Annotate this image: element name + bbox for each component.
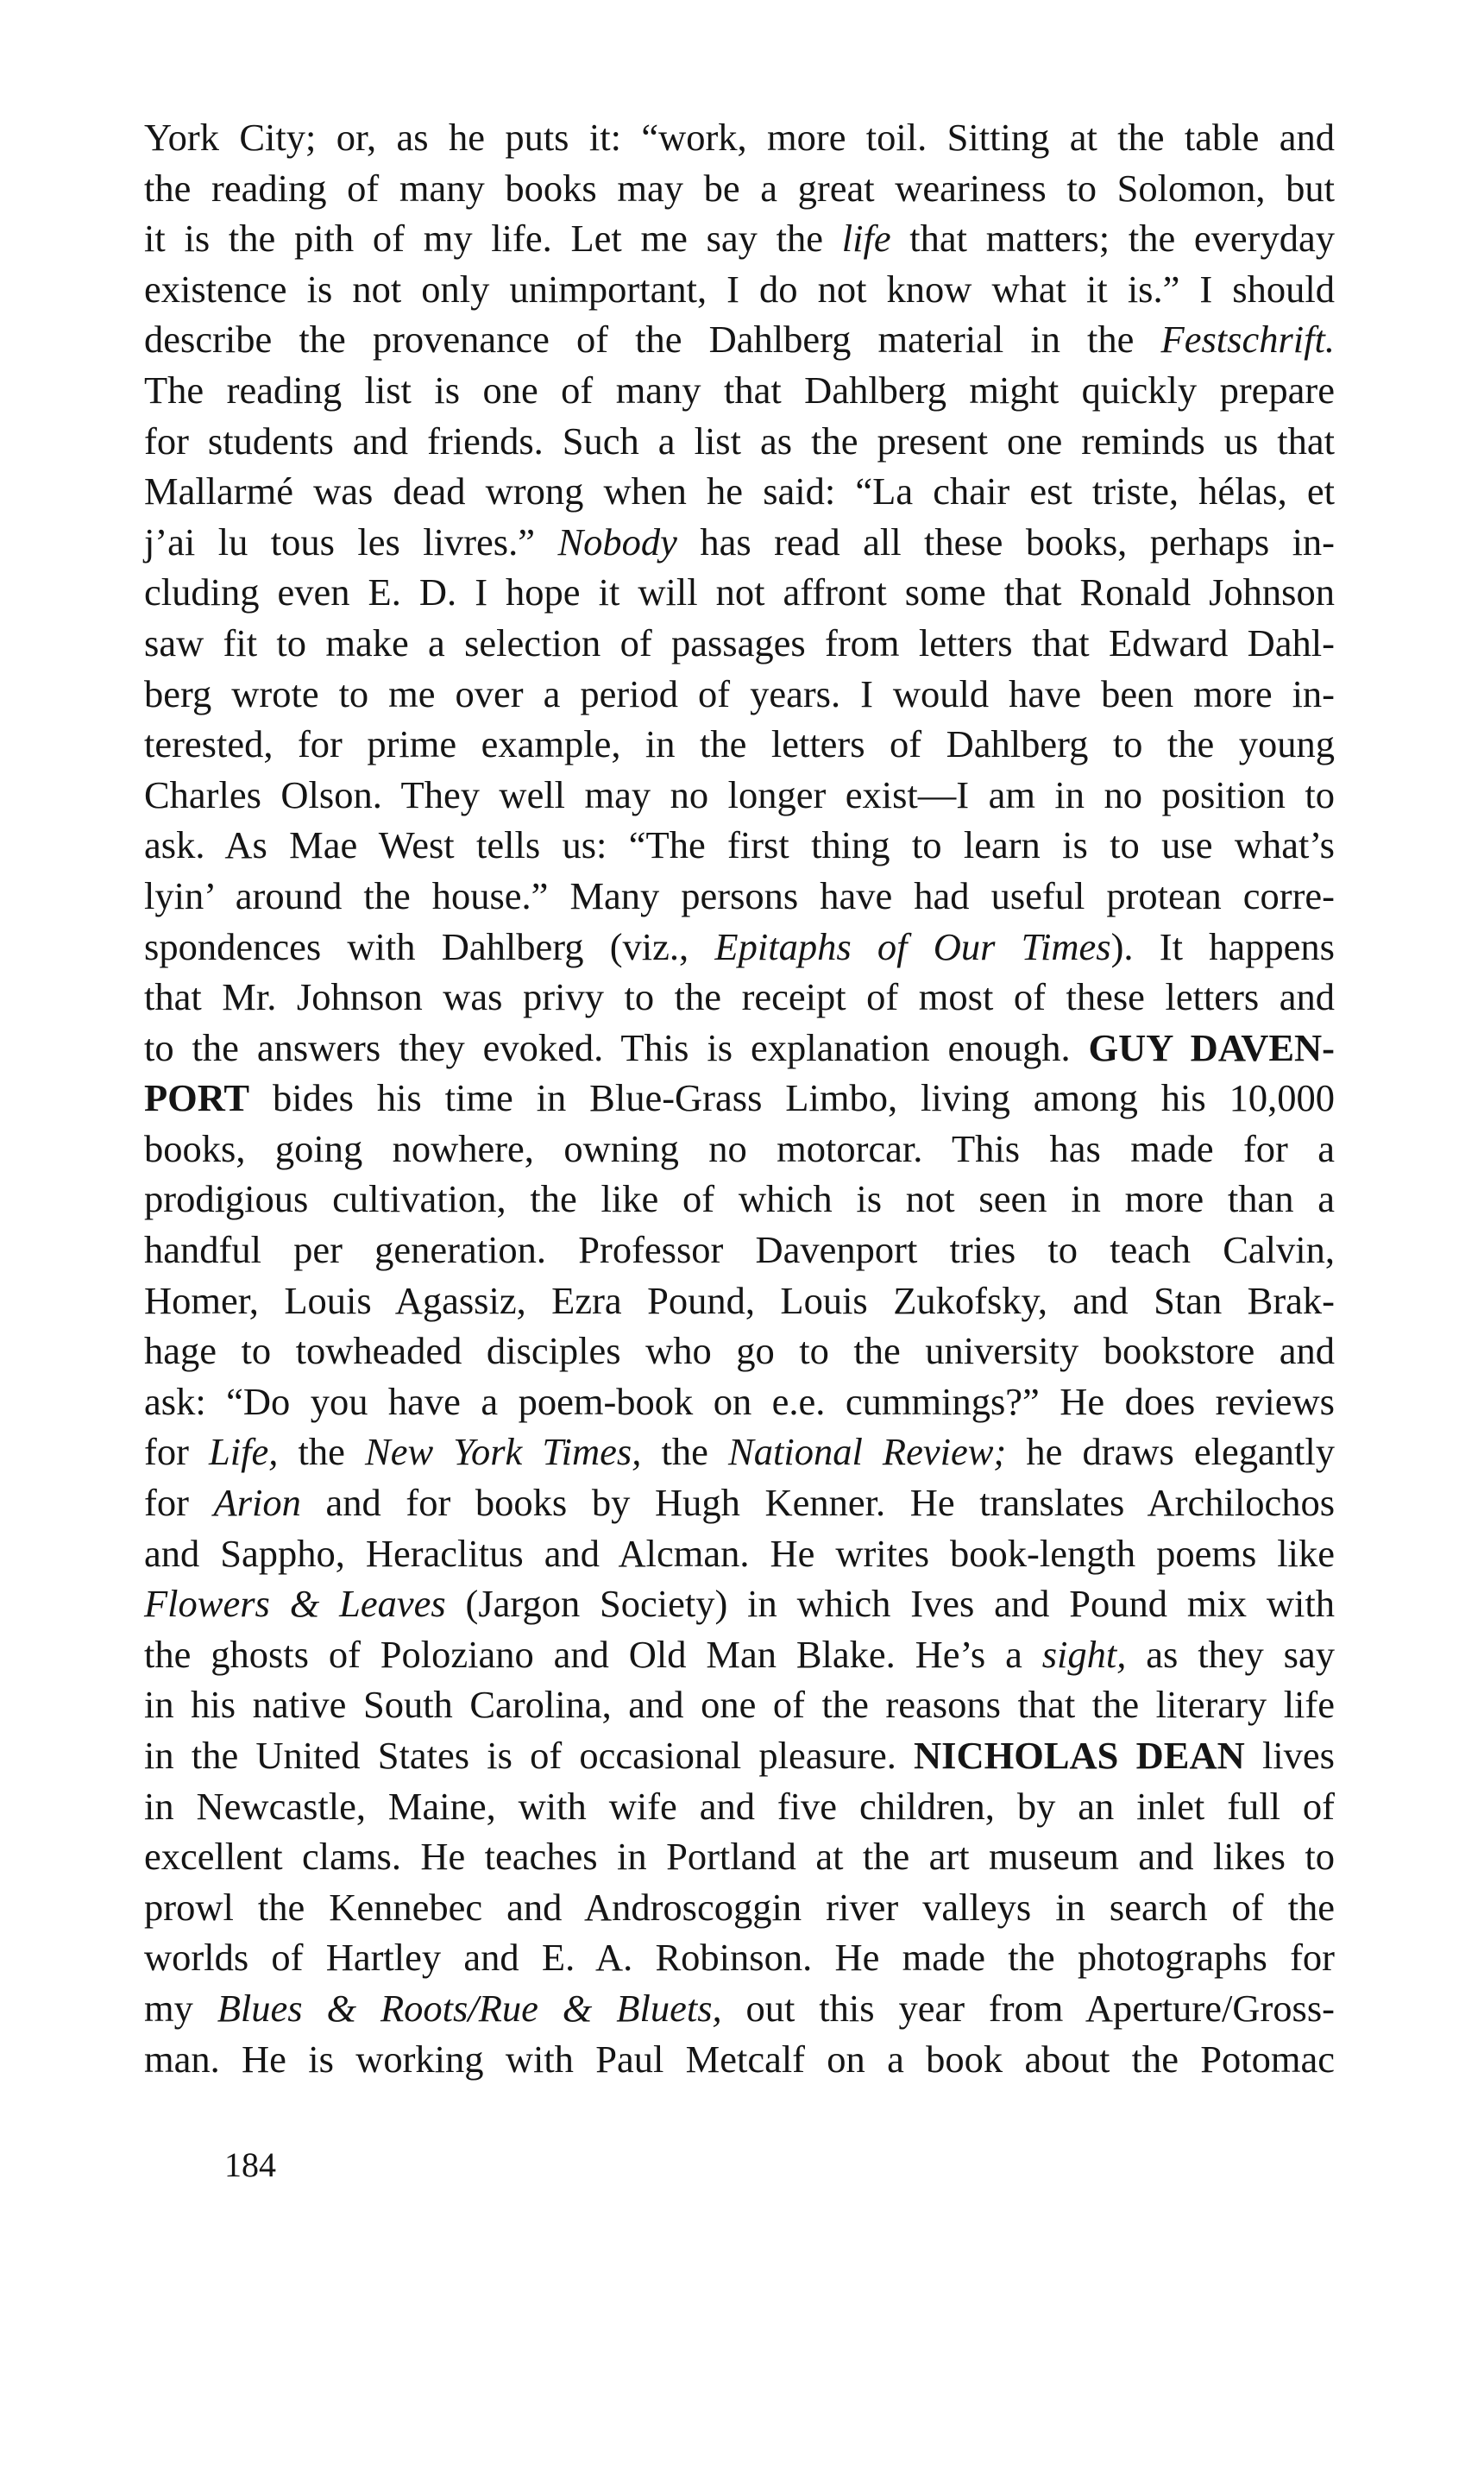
text-line [144, 163, 1335, 214]
text-segment: and for books by Hugh Kenner. He translates Archilochos [300, 1481, 1336, 1525]
text-segment: to the answers they evoked. This is explanation enough. [144, 1025, 1089, 1069]
text-segment: he draws elegantly [1006, 1430, 1336, 1474]
text-segment: describe the provenance of the Dahlberg material in the [144, 318, 1161, 362]
text-segment: for students and friends. Such a list as the present one reminds us that [144, 419, 1335, 463]
text-line [144, 1174, 1335, 1225]
text-segment: that matters; the everyday [890, 217, 1336, 261]
text-line [144, 1427, 1335, 1477]
italic-text: Nobody [557, 520, 677, 564]
text-line [144, 1781, 1335, 1832]
text-line [144, 871, 1335, 922]
text-line [144, 770, 1335, 821]
text-line [144, 567, 1335, 618]
text-segment: prowl the Kennebec and Androscoggin river valleys in search of the [144, 1885, 1335, 1929]
text-line [144, 1831, 1335, 1882]
text-segment: the reading of many books may be a great weariness to Solomon, but [144, 166, 1335, 210]
text-segment: The reading list is one of many that Dahlberg might quickly prepare [144, 368, 1335, 412]
text-segment: handful per generation. Professor Davenport tries to teach Calvin, [144, 1228, 1335, 1272]
italic-text: sight, [1041, 1632, 1127, 1676]
bold-name: PORT [144, 1076, 250, 1120]
text-line [144, 972, 1335, 1023]
text-segment: in Newcastle, Maine, with wife and five children, by an inlet full of [144, 1784, 1335, 1828]
text-segment: it is the pith of my life. Let me say the [144, 217, 842, 261]
text-segment: Charles Olson. They well may no longer exist—I am in no position to [144, 772, 1335, 816]
text-segment: for [144, 1481, 214, 1525]
italic-text: Arion [213, 1481, 301, 1525]
text-segment: as they say [1126, 1632, 1335, 1676]
italic-text: Epitaphs of Our Times [714, 924, 1111, 968]
text-line [144, 1073, 1335, 1124]
text-segment: lyin’ around the house.” Many persons have had useful protean corre- [144, 873, 1335, 917]
text-segment: existence is not only unimportant, I do not know what it is.” I should [144, 267, 1335, 311]
italic-text: Blues & Roots/Rue & Bluets, [217, 1986, 722, 2030]
text-segment: in his native South Carolina, and one of the reasons that the literary life [144, 1683, 1335, 1727]
text-line [144, 1326, 1335, 1376]
text-segment: (Jargon Society) in which Ives and Pound mix with [445, 1582, 1335, 1626]
text-line [144, 213, 1335, 264]
text-segment: in the United States is of occasional pleasure. [144, 1734, 915, 1777]
text-segment: books, going nowhere, owning no motorcar. This has made for a [144, 1126, 1335, 1170]
text-segment: the [278, 1430, 366, 1474]
italic-text: Life, [209, 1430, 279, 1474]
text-segment: out this year from Aperture/Gross- [721, 1986, 1335, 2030]
text-line [144, 618, 1335, 669]
text-segment: ). It happens [1110, 924, 1335, 968]
text-segment: berg wrote to me over a period of years. I would have been more in- [144, 671, 1335, 715]
italic-text: National Review; [728, 1430, 1007, 1474]
text-line [144, 517, 1335, 568]
text-segment: man. He is working with Paul Metcalf on a book about the Potomac [144, 2037, 1335, 2081]
text-segment: excellent clams. He teaches in Portland at the art museum and likes to [144, 1835, 1335, 1879]
text-line [144, 719, 1335, 770]
text-segment: terested, for prime example, in the letters of Dahlberg to the young [144, 722, 1335, 766]
text-line [144, 112, 1335, 163]
text-line [144, 1629, 1335, 1680]
text-segment: the [641, 1430, 729, 1474]
italic-text: life [841, 217, 891, 261]
text-segment: ask. As Mae West tells us: “The first thing to learn is to use what’s [144, 823, 1335, 867]
text-line [144, 1124, 1335, 1175]
text-segment: j’ai lu tous les livres.” [144, 520, 558, 564]
text-line [144, 1376, 1335, 1427]
text-segment: worlds of Hartley and E. A. Robinson. He made the photographs for [144, 1936, 1335, 1980]
text-line [144, 1730, 1335, 1781]
text-line [144, 1932, 1335, 1983]
text-line [144, 1528, 1335, 1579]
text-line [144, 314, 1335, 365]
text-line [144, 820, 1335, 871]
text-line [144, 264, 1335, 315]
text-line [144, 669, 1335, 720]
text-line [144, 416, 1335, 467]
text-segment: my [144, 1986, 217, 2030]
text-segment: Homer, Louis Agassiz, Ezra Pound, Louis Zukofsky, and Stan Brak- [144, 1278, 1335, 1322]
text-line [144, 922, 1335, 973]
text-segment: the ghosts of Poloziano and Old Man Blake. He’s a [144, 1632, 1042, 1676]
text-line [144, 365, 1335, 416]
bold-name: GUY DAVEN- [1088, 1025, 1335, 1069]
text-line [144, 466, 1335, 517]
text-segment: for [144, 1430, 210, 1474]
text-segment: Mallarmé was dead wrong when he said: “La chair est triste, hélas, et [144, 469, 1335, 513]
text-line [144, 1477, 1335, 1528]
text-segment: cluding even E. D. I hope it will not affront some that Ronald Johnson [144, 570, 1335, 614]
page-number: 184 [224, 2145, 276, 2184]
text-line [144, 1679, 1335, 1730]
bold-name: NICHOLAS DEAN [914, 1734, 1245, 1777]
text-line [144, 1275, 1335, 1326]
body-text [144, 112, 1335, 2084]
italic-text: New York Times, [365, 1430, 642, 1474]
text-segment: spondences with Dahlberg (viz., [144, 924, 715, 968]
text-segment: has read all these books, perhaps in- [676, 520, 1336, 564]
text-segment: prodigious cultivation, the like of which is not seen in more than a [144, 1177, 1335, 1221]
text-segment: ask: “Do you have a poem-book on e.e. cummings?” He does reviews [144, 1379, 1335, 1423]
text-line [144, 1023, 1335, 1074]
italic-text: Festschrift. [1160, 318, 1335, 362]
text-line [144, 1578, 1335, 1629]
italic-text: Flowers & Leaves [144, 1582, 446, 1626]
text-segment: York City; or, as he puts it: “work, more toil. Sitting at the table and [144, 116, 1335, 159]
text-segment: that Mr. Johnson was privy to the receipt of most of these letters and [144, 975, 1335, 1019]
text-segment: and Sappho, Heraclitus and Alcman. He writes book-length poems like [144, 1531, 1335, 1575]
text-segment: hage to towheaded disciples who go to the university bookstore and [144, 1329, 1335, 1373]
text-line [144, 1225, 1335, 1275]
text-line [144, 2034, 1335, 2085]
text-line [144, 1882, 1335, 1933]
text-segment: bides his time in Blue-Grass Limbo, living among his 10,000 [249, 1076, 1335, 1120]
text-segment: saw fit to make a selection of passages from letters that Edward Dahl- [144, 620, 1335, 664]
text-line [144, 1983, 1335, 2034]
text-segment: lives [1244, 1734, 1335, 1777]
